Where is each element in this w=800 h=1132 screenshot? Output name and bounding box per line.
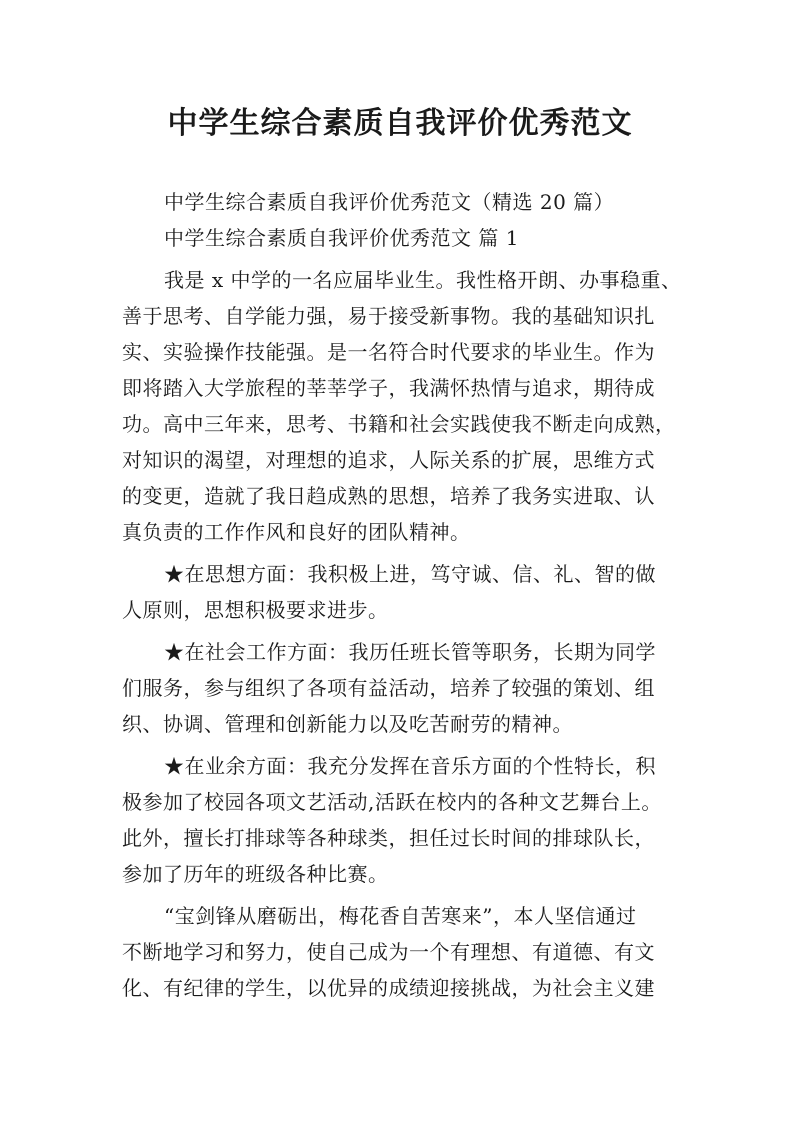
paragraph-line: 对知识的渴望，对理想的追求，人际关系的扩展，思维方式 — [122, 448, 655, 472]
paragraph-line: 参加了历年的班级各种比赛。 — [122, 862, 389, 886]
section-heading: 中学生综合素质自我评价优秀范文 篇 1 — [164, 226, 519, 250]
paragraph-conclusion — [122, 898, 682, 1006]
paragraph-line: 此外，擅长打排球等各种球类，担任过长时间的排球队长， — [122, 826, 655, 850]
paragraph-line: 的变更，造就了我日趋成熟的思想，培养了我务实进取、认 — [122, 484, 655, 508]
paragraph-line: ★在社会工作方面：我历任班长管等职务，长期为同学 — [164, 640, 656, 664]
paragraph-line: 善于思考、自学能力强，易于接受新事物。我的基础知识扎 — [122, 304, 655, 328]
paragraph-social-work — [122, 634, 682, 742]
paragraph-line: 化、有纪律的学生，以优异的成绩迎接挑战，为社会主义建 — [122, 976, 655, 1000]
paragraph-line: 功。高中三年来，思考、书籍和社会实践使我不断走向成熟， — [122, 412, 676, 436]
paragraph-line: 织、协调、管理和创新能力以及吃苦耐劳的精神。 — [122, 712, 573, 736]
paragraph-line: 们服务，参与组织了各项有益活动，培养了较强的策划、组 — [122, 676, 655, 700]
paragraph-line: 不断地学习和努力，使自己成为一个有理想、有道德、有文 — [122, 940, 655, 964]
document-title: 中学生综合素质自我评价优秀范文 — [167, 106, 633, 141]
paragraph-intro — [122, 262, 682, 550]
paragraph-extracurricular — [122, 748, 682, 892]
paragraph-line: ★在业余方面：我充分发挥在音乐方面的个性特长，积 — [164, 754, 656, 778]
paragraph-line: 即将踏入大学旅程的莘莘学子，我满怀热情与追求，期待成 — [122, 376, 655, 400]
paragraph-line: ★在思想方面：我积极上进，笃守诚、信、礼、智的做 — [164, 562, 656, 586]
paragraph-line: 真负责的工作作风和良好的团队精神。 — [122, 520, 471, 544]
paragraph-line: 我是 x 中学的一名应届毕业生。我性格开朗、办事稳重、 — [164, 268, 682, 292]
paragraph-line: “宝剑锋从磨砺出，梅花香自苦寒来”，本人坚信通过 — [164, 904, 637, 928]
paragraph-line: 实、实验操作技能强。是一名符合时代要求的毕业生。作为 — [122, 340, 655, 364]
paragraph-line: 人原则，思想积极要求进步。 — [122, 598, 389, 622]
document-body — [122, 184, 682, 1006]
paragraph-line: 极参加了校园各项文艺活动,活跃在校内的各种文艺舞台上。 — [122, 790, 662, 814]
paragraph-thought — [122, 556, 682, 628]
document-subtitle: 中学生综合素质自我评价优秀范文（精选 20 篇） — [164, 190, 615, 214]
